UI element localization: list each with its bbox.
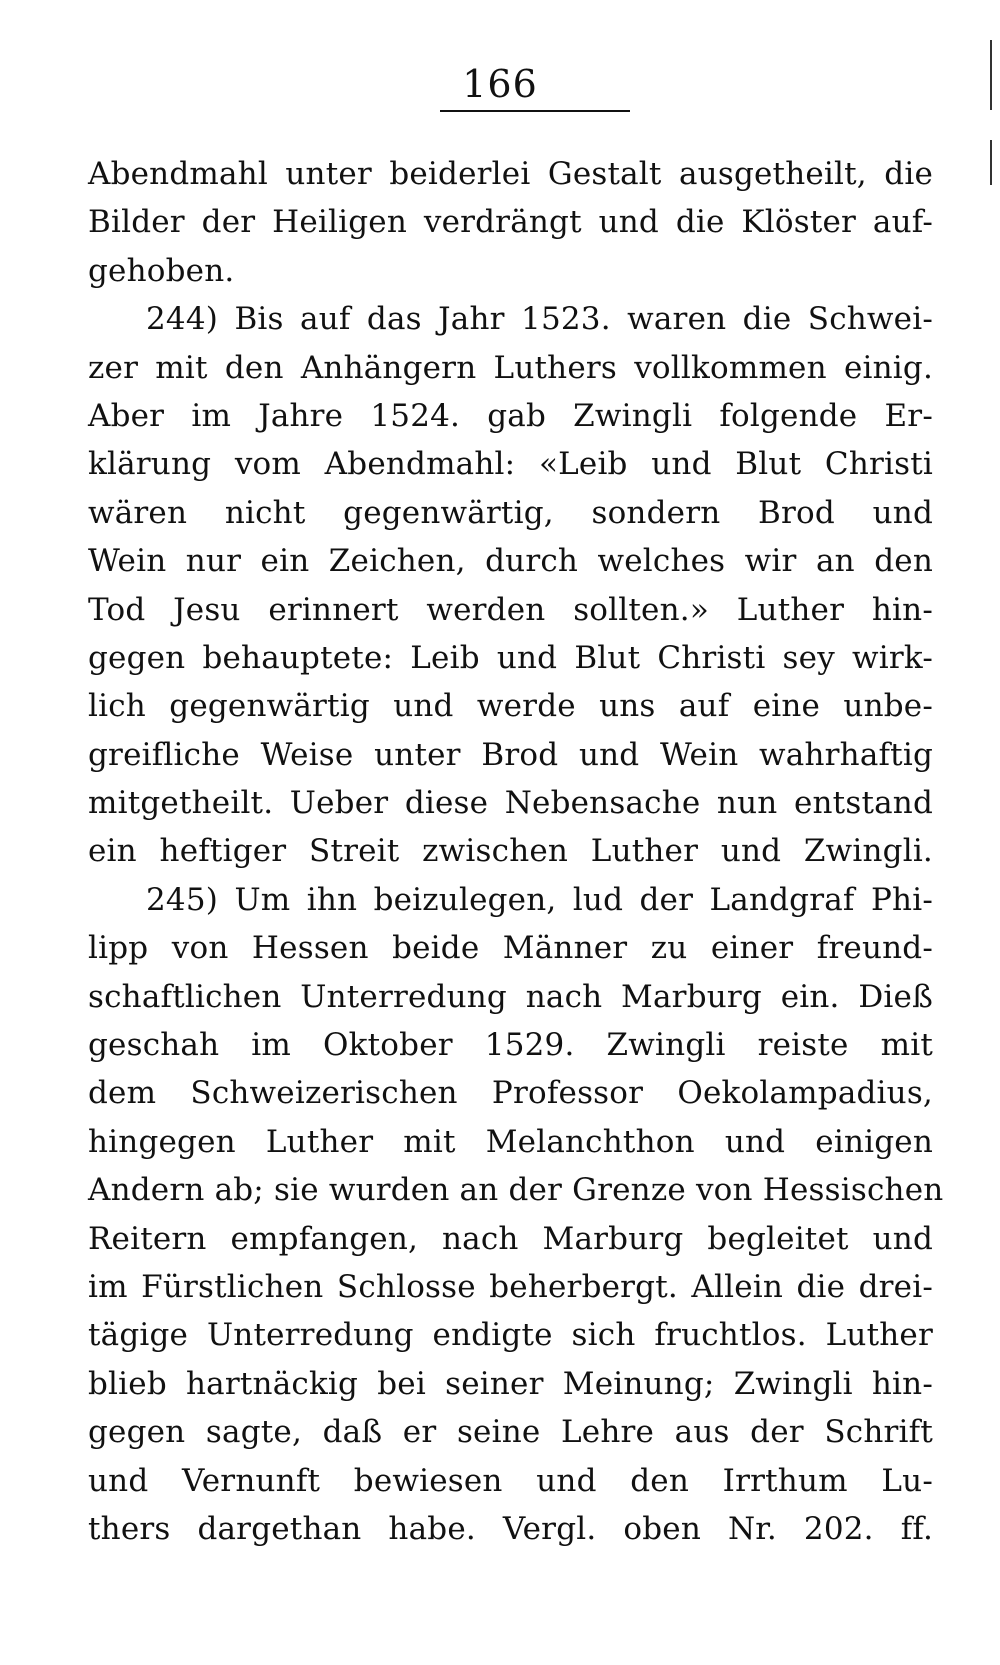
text-line: lich gegenwärtig und werde uns auf eine unbe- (88, 688, 933, 725)
text-line: gegen sagte, daß er seine Lehre aus der Schrift (88, 1414, 933, 1451)
text-line: mitgetheilt. Ueber diese Nebensache nun entstand (88, 785, 933, 822)
text-line: Bilder der Heiligen verdrängt und die Klöster auf- (88, 204, 933, 241)
text-line: 245) Um ihn beizulegen, lud der Landgraf Phi- (146, 881, 933, 918)
text-line: klärung vom Abendmahl: «Leib und Blut Christi (88, 446, 933, 483)
scan-edge-mark (990, 40, 992, 110)
text-line: im Fürstlichen Schlosse beherbergt. Allein die drei- (88, 1268, 933, 1305)
text-line: dem Schweizerischen Professor Oekolampadius, (88, 1075, 933, 1112)
text-line: ein heftiger Streit zwischen Luther und Zwingli. (88, 833, 933, 870)
text-line: greifliche Weise unter Brod und Wein wahrhaftig (88, 736, 933, 773)
text-line: blieb hartnäckig bei seiner Meinung; Zwingli hin- (88, 1365, 933, 1402)
text-line: Aber im Jahre 1524. gab Zwingli folgende Er- (88, 397, 933, 434)
text-line: und Vernunft bewiesen und den Irrthum Lu- (88, 1462, 933, 1499)
text-line: Tod Jesu erinnert werden sollten.» Luther hin- (88, 591, 933, 628)
text-line: Reitern empfangen, nach Marburg begleitet und (88, 1220, 933, 1257)
text-line: thers dargethan habe. Vergl. oben Nr. 202. ff. (88, 1510, 933, 1547)
body-text (88, 150, 944, 1553)
text-line: geschah im Oktober 1529. Zwingli reiste mit (88, 1027, 933, 1064)
text-line: Wein nur ein Zeichen, durch welches wir an den (88, 543, 933, 580)
text-line: wären nicht gegenwärtig, sondern Brod und (88, 494, 933, 531)
text-line: Andern ab; sie wurden an der Grenze von Hessischen (88, 1172, 944, 1209)
text-line: 244) Bis auf das Jahr 1523. waren die Schwei- (146, 301, 933, 338)
text-line: zer mit den Anhängern Luthers vollkommen einig. (88, 349, 933, 386)
text-line: tägige Unterredung endigte sich fruchtlos. Luther (88, 1317, 933, 1354)
page-number: 166 (462, 62, 538, 106)
text-line: schaftlichen Unterredung nach Marburg ein. Dieß (88, 978, 933, 1015)
text-line: hingegen Luther mit Melanchthon und einigen (88, 1123, 933, 1160)
scan-edge-mark (990, 140, 992, 185)
text-line: gehoben. (88, 252, 235, 289)
header-rule (440, 110, 630, 112)
text-line: lipp von Hessen beide Männer zu einer freund- (88, 930, 933, 967)
text-line: Abendmahl unter beiderlei Gestalt ausgetheilt, die (88, 156, 933, 192)
text-line: gegen behauptete: Leib und Blut Christi sey wirk- (88, 639, 933, 676)
